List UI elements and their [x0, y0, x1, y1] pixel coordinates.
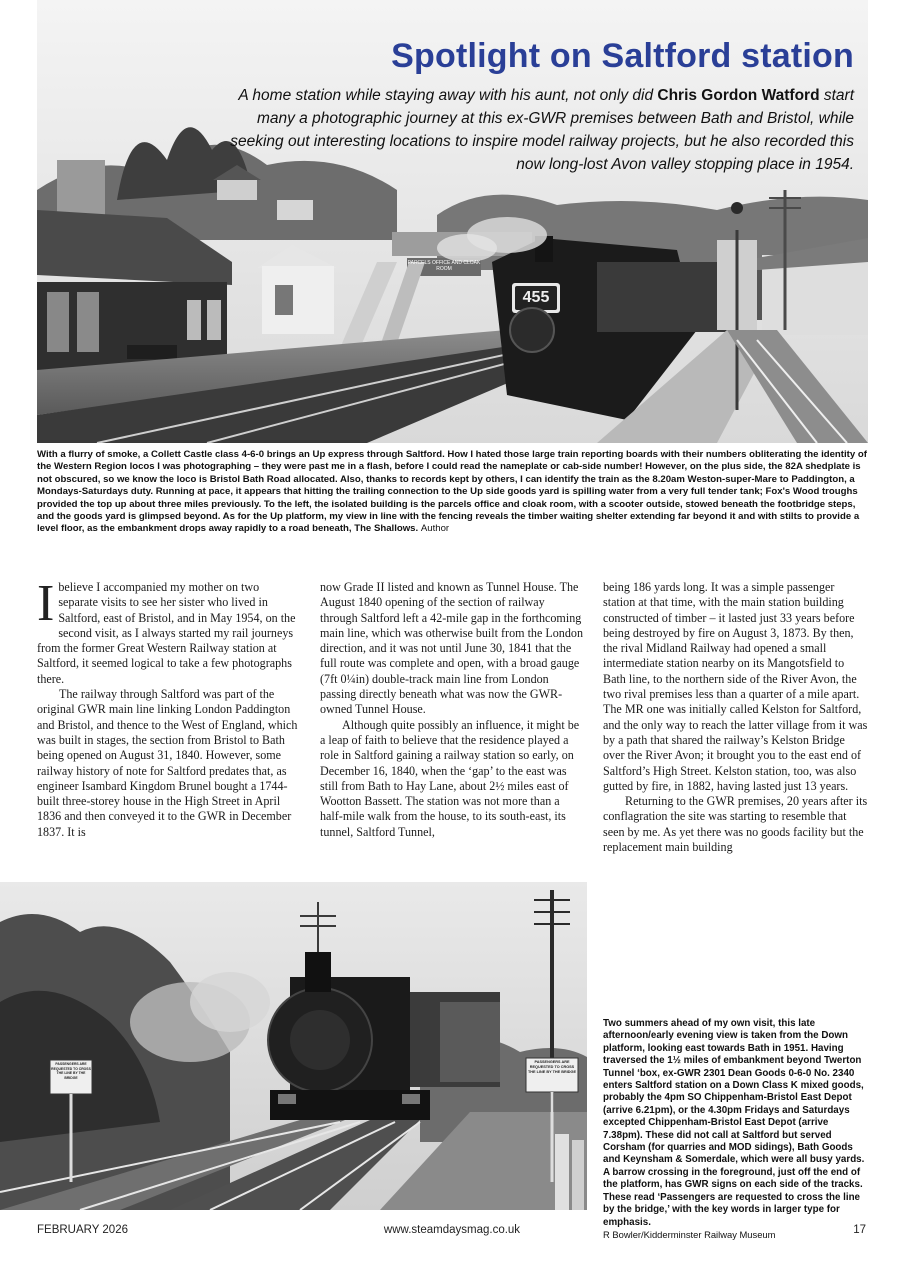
bottom-photo	[0, 882, 587, 1210]
standfirst-intro: A home station while staying away with his aunt, not only did	[238, 87, 658, 104]
standfirst-body: start many a photographic journey at this ex-GWR premises between Bath and Bristol, while seeking out interesting locations to inspire model railway projects, but he also recorded this now long-lost Avon valley stopping place in 1954.	[230, 87, 854, 173]
passenger-sign-right: PASSENGERS ARE REQUESTED TO CROSS THE LINE BY THE BRIDGE	[527, 1060, 577, 1074]
article-title: Spotlight on Saltford station	[391, 37, 854, 75]
top-caption-text: With a flurry of smoke, a Collett Castle class 4-6-0 brings an Up express through Saltford. How I hated those large train reporting boards with their numbers obliterating the identity of the Western Region locos I was photographing – they were past me in a flash, before I could read the nameplate or cab-side number! However, on the plus side, the 82A shedplate is not obscured, so we know the loco is Bristol Bath Road allocated. Also, thanks to records kept by others, I can identify the train as the 8.20am Weston-super-Mare to Paddington, a Mondays-Saturdays duty. Running at pace, it appears that hitting the trailing connection to the Up side goods yard is spilling water from a very full tender tank; Fox's Wood troughs provided the top up about three miles previously. To the left, the isolated building is the parcels office and cloak room, with a scooter outside, stowed beneath the footbridge steps, and the goods yard is glimpsed beyond. As for the Up platform, my view in line with the fencing reveals the timber waiting shelter extending far beyond it and with stilts to provide a level floor, as the embankment drops away rapidly to a road beneath, The Shallows.	[37, 449, 867, 535]
issue-date: FEBRUARY 2026	[37, 1224, 128, 1236]
drop-cap: I	[37, 575, 55, 632]
bottom-photo-caption	[603, 1018, 868, 1241]
body-column-3	[603, 580, 868, 855]
website-url: www.steamdaysmag.co.uk	[383, 1224, 521, 1236]
body-column-2	[320, 580, 583, 840]
paragraph-3: now Grade II listed and known as Tunnel House. The August 1840 opening of the section of railway through Saltford left a 42-mile gap in the forthcoming main line, which was otherwise built from the London direction, and it was not until June 30, 1841 that the full route was complete and open, with a broad gauge (7ft 0¼in) double-track main line from London passing directly beneath what was now the GWR-owned Tunnel House.	[320, 580, 583, 717]
bottom-photo-credit: R Bowler/Kidderminster Railway Museum	[603, 1228, 776, 1240]
top-photo-caption	[37, 449, 868, 536]
paragraph-5: being 186 yards long. It was a simple passenger station at that time, with the main station building constructed of timber – it lasted just 33 years before being destroyed by fire on August 3, 1873. By then, the rival Midland Railway had opened a small intermediate station nearby on its Mangotsfield to Bath line, to the northern side of the River Avon, the two rival premises less than a quarter of a mile apart. The MR one was initially called Kelston for Saltford, and the only way to reach the latter village from it was by a path that shared the railway’s Kelston Bridge over the River Avon; it brought you to the east end of Saltford’s High Street. Kelston station, too, was also gutted by fire, in 1882, having lasted just 13 years.	[603, 580, 868, 793]
page-number: 17	[853, 1224, 866, 1236]
dean-goods-locomotive-photo	[0, 882, 587, 1210]
passenger-sign-left: PASSENGERS ARE REQUESTED TO CROSS THE LINE BY THE BRIDGE	[51, 1062, 91, 1080]
top-photo-credit: Author	[420, 523, 450, 535]
author-name: Chris Gordon Watford	[657, 87, 820, 104]
body-column-1	[37, 575, 300, 840]
train-reporting-number: 455	[522, 289, 550, 306]
paragraph-2: The railway through Saltford was part of the original GWR main line linking London Paddington and Bristol, and thence to the West of England, which was built in stages, the section from Bristol to Bath being opened on August 31, 1840. However, some railway history of note for Saltford predates that, as engineer Isambard Kingdom Brunel bought a 1744-built three-storey house in the High Street in April 1836 and then conveyed it to the GWR in December 1837. It is	[37, 687, 298, 839]
standfirst	[214, 84, 854, 176]
paragraph-4: Although quite possibly an influence, it might be a leap of faith to believe that the residence played a role in Saltford gaining a railway station so early, on December 16, 1840, when the ‘gap’ to the east was still from Bath to Hay Lane, about 2½ miles east of Wootton Bassett. The station was not more than a half-mile walk from the house, to its south-east, its tunnel, Saltford Tunnel,	[320, 717, 580, 839]
paragraph-1	[37, 575, 300, 687]
parcels-office-sign: PARCELS OFFICE AND CLOAK ROOM	[407, 260, 481, 272]
paragraph-6: Returning to the GWR premises, 20 years after its conflagration the site was starting to resemble that seen by me. As yet there was no goods facility but the replacement main building	[603, 794, 868, 855]
bottom-caption-text: Two summers ahead of my own visit, this late afternoon/early evening view is taken from the Down platform, looking east towards Bath in 1951. Having traversed the 1½ miles of embankment beyond Twerton Tunnel ‘box, ex-GWR 2301 Dean Goods 0-6-0 No. 2340 enters Saltford station on a Down Class K mixed goods, probably the 4pm SO Chippenham-Bristol East Depot (arrive 6.21pm), or the 4.30pm Fridays and Saturdays excepted Chippenham-Bristol East Depot (arrive 7.38pm). These did not call at Saltford but served Corsham (for quarries and MOD sidings), Bath Goods and Keynsham & Somerdale, which were all busy yards. A barrow crossing in the foreground, just off the end of the platform, has GWR signs on each side of the tracks. These read ‘Passengers are requested to cross the line by the bridge,’ with the key words in larger type for emphasis.	[603, 1018, 865, 1228]
paragraph-1-text: believe I accompanied my mother on two separate visits to see her sister who lived in Saltford, east of Bristol, and in May 1954, on the second visit, as I always started my rail journeys from the former Great Western Railway station at Saltford, it seemed logical to take a few photographs there.	[37, 580, 296, 686]
top-photo	[37, 0, 868, 443]
